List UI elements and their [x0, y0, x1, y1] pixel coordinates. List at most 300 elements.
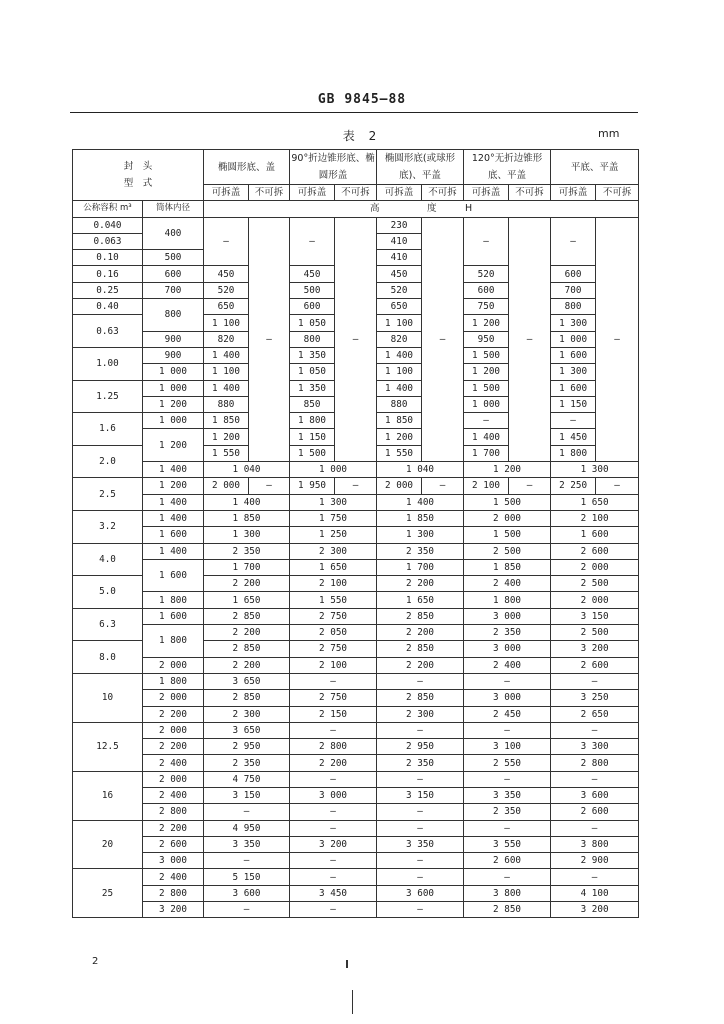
- group-header-2: 90°折边锥形底、椭圆形盖: [290, 150, 377, 185]
- height-cell: 1 300: [551, 315, 596, 331]
- nominal-volume-cell: 8.0: [73, 641, 143, 674]
- group-header-5: 平底、平盖: [551, 150, 639, 185]
- inner-diameter-cell: 900: [143, 331, 204, 347]
- header-rule: [70, 112, 638, 113]
- height-cell: 1 750: [290, 510, 377, 526]
- subheader-removable: 可拆盖: [204, 185, 249, 201]
- inner-diameter-cell: 1 400: [143, 543, 204, 559]
- table-row: [73, 657, 639, 673]
- height-cell: 2 000: [551, 559, 639, 575]
- height-cell: 2 200: [204, 657, 290, 673]
- height-cell: 2 000: [464, 510, 551, 526]
- height-cell: —: [290, 853, 377, 869]
- height-cell: 700: [551, 282, 596, 298]
- height-cell: 2 300: [290, 543, 377, 559]
- inner-diameter-cell: 3 000: [143, 853, 204, 869]
- subheader-removable: 可拆盖: [551, 185, 596, 201]
- subheader-removable: 可拆盖: [290, 185, 335, 201]
- nominal-volume-cell: 0.063: [73, 233, 143, 249]
- nominal-volume-cell: 0.63: [73, 315, 143, 348]
- height-cell: 1 040: [377, 462, 464, 478]
- height-cell: 500: [290, 282, 335, 298]
- nominal-volume-cell: 25: [73, 869, 143, 918]
- height-cell: 2 750: [290, 641, 377, 657]
- height-cell: 2 500: [551, 625, 639, 641]
- inner-diameter-cell: 2 000: [143, 690, 204, 706]
- height-cell: 1 100: [377, 315, 422, 331]
- height-cell: 2 800: [551, 755, 639, 771]
- inner-diameter-cell: 2 200: [143, 706, 204, 722]
- group-header-1: 椭圆形底、盖: [204, 150, 290, 185]
- height-cell: 2 850: [204, 641, 290, 657]
- table-row: [73, 494, 639, 510]
- height-cell: 2 350: [377, 543, 464, 559]
- table-row: [73, 592, 639, 608]
- height-cell: 5 150: [204, 869, 290, 885]
- height-cell: 1 700: [464, 445, 509, 461]
- table-row: [73, 673, 639, 689]
- height-cell: 3 200: [551, 902, 639, 918]
- height-cell-fixed: —: [509, 478, 551, 494]
- height-cell: 1 400: [377, 494, 464, 510]
- height-cell: 3 350: [204, 836, 290, 852]
- height-cell: 2 150: [290, 706, 377, 722]
- table-row: [73, 902, 639, 918]
- height-cell: 1 350: [290, 347, 335, 363]
- height-cell: 2 600: [551, 804, 639, 820]
- height-cell: 2 250: [551, 478, 596, 494]
- height-cell-fixed: —: [509, 217, 551, 461]
- inner-diameter-cell: 1 200: [143, 478, 204, 494]
- height-cell: 1 250: [290, 527, 377, 543]
- table-row: [73, 853, 639, 869]
- height-cell: 2 650: [551, 706, 639, 722]
- table-row: [73, 559, 639, 575]
- height-cell: 230: [377, 217, 422, 233]
- height-cell: 2 850: [377, 608, 464, 624]
- height-cell: 1 600: [551, 347, 596, 363]
- height-cell: 2 100: [290, 657, 377, 673]
- height-cell: 800: [551, 299, 596, 315]
- table-row: [73, 787, 639, 803]
- height-cell: 3 150: [551, 608, 639, 624]
- table-row: [73, 755, 639, 771]
- height-cell: 3 450: [290, 885, 377, 901]
- height-cell: 2 200: [377, 657, 464, 673]
- table-row: [73, 527, 639, 543]
- height-cell: —: [551, 217, 596, 266]
- height-cell: 1 200: [377, 429, 422, 445]
- height-cell: 2 450: [464, 706, 551, 722]
- height-cell: 2 300: [377, 706, 464, 722]
- height-cell: 3 650: [204, 673, 290, 689]
- height-cell: 3 200: [290, 836, 377, 852]
- height-cell: 2 950: [204, 739, 290, 755]
- group-header-4: 120°无折边锥形底、平盖: [464, 150, 551, 185]
- height-cell: 1 650: [290, 559, 377, 575]
- inner-diameter-cell: 700: [143, 282, 204, 298]
- height-cell: 2 900: [551, 853, 639, 869]
- height-cell: 1 000: [551, 331, 596, 347]
- height-cell: 1 550: [377, 445, 422, 461]
- height-cell: —: [551, 722, 639, 738]
- height-cell: 1 050: [290, 364, 335, 380]
- height-cell: 1 300: [551, 462, 639, 478]
- height-cell-fixed: —: [335, 478, 377, 494]
- height-cell: 650: [204, 299, 249, 315]
- height-cell: 3 000: [290, 787, 377, 803]
- height-cell: 3 000: [464, 608, 551, 624]
- height-cell: 1 800: [551, 445, 596, 461]
- height-cell: 520: [464, 266, 509, 282]
- height-cell: 3 250: [551, 690, 639, 706]
- height-cell: 2 500: [464, 543, 551, 559]
- height-cell-fixed: —: [249, 478, 290, 494]
- height-cell: —: [290, 722, 377, 738]
- inner-diameter-cell: 2 200: [143, 820, 204, 836]
- height-cell: —: [290, 902, 377, 918]
- height-cell: 450: [377, 266, 422, 282]
- height-cell: 2 850: [377, 690, 464, 706]
- height-cell: 3 800: [464, 885, 551, 901]
- inner-diameter-cell: 1 800: [143, 673, 204, 689]
- nominal-volume-cell: 0.10: [73, 250, 143, 266]
- height-cell: 1 200: [464, 462, 551, 478]
- height-cell: —: [551, 413, 596, 429]
- subheader-removable: 可拆盖: [464, 185, 509, 201]
- height-cell: 3 550: [464, 836, 551, 852]
- table-caption: 表 2: [342, 129, 382, 143]
- height-cell: 1 100: [204, 364, 249, 380]
- height-cell-fixed: —: [422, 478, 464, 494]
- height-cell: 4 100: [551, 885, 639, 901]
- inner-diameter-cell: 1 600: [143, 559, 204, 592]
- height-cell: —: [464, 673, 551, 689]
- table-row: [73, 722, 639, 738]
- height-cell: 1 650: [551, 494, 639, 510]
- height-cell: 2 550: [464, 755, 551, 771]
- inner-diameter-cell: 1 400: [143, 494, 204, 510]
- height-cell: 1 850: [464, 559, 551, 575]
- subheader-fixed: 不可拆: [335, 185, 377, 201]
- height-cell: 1 000: [464, 396, 509, 412]
- height-cell: —: [377, 902, 464, 918]
- height-cell: 1 000: [290, 462, 377, 478]
- height-cell: 2 000: [204, 478, 249, 494]
- height-cell: 2 200: [204, 625, 290, 641]
- height-cell: —: [464, 413, 509, 429]
- height-cell: 2 200: [204, 576, 290, 592]
- height-cell: 1 650: [204, 592, 290, 608]
- height-cell: 2 400: [464, 657, 551, 673]
- height-cell: 2 050: [290, 625, 377, 641]
- height-cell: 3 150: [377, 787, 464, 803]
- height-cell: —: [290, 771, 377, 787]
- height-cell: 1 550: [204, 445, 249, 461]
- height-cell: —: [551, 820, 639, 836]
- height-cell: —: [464, 722, 551, 738]
- height-cell: 880: [204, 396, 249, 412]
- height-cell: 2 850: [204, 608, 290, 624]
- page-number: 2: [92, 956, 99, 967]
- height-cell: 2 350: [204, 755, 290, 771]
- table-row: [73, 706, 639, 722]
- nominal-volume-cell: 16: [73, 771, 143, 820]
- height-cell: 2 200: [290, 755, 377, 771]
- height-cell: 1 400: [377, 347, 422, 363]
- table-row: [73, 608, 639, 624]
- height-cell: 3 600: [204, 885, 290, 901]
- inner-diameter-cell: 2 800: [143, 804, 204, 820]
- height-cell: 2 600: [551, 657, 639, 673]
- height-cell: —: [464, 217, 509, 266]
- inner-diameter-cell: 2 400: [143, 869, 204, 885]
- height-cell: —: [377, 771, 464, 787]
- height-cell: 1 100: [377, 364, 422, 380]
- table-row: [73, 820, 639, 836]
- height-cell: 2 100: [551, 510, 639, 526]
- height-cell: 1 700: [204, 559, 290, 575]
- height-cell: 1 500: [464, 380, 509, 396]
- inner-diameter-cell: 400: [143, 217, 204, 250]
- height-cell: 2 350: [464, 804, 551, 820]
- height-cell: 1 300: [551, 364, 596, 380]
- height-cell: —: [290, 820, 377, 836]
- height-cell: 450: [204, 266, 249, 282]
- height-cell: 2 350: [377, 755, 464, 771]
- height-cell: 1 450: [551, 429, 596, 445]
- height-cell: 2 600: [551, 543, 639, 559]
- table-row: [73, 804, 639, 820]
- inner-diameter-cell: 2 400: [143, 787, 204, 803]
- height-cell: 800: [290, 331, 335, 347]
- height-cell: 1 500: [464, 527, 551, 543]
- height-cell: 2 800: [290, 739, 377, 755]
- height-cell: —: [464, 771, 551, 787]
- height-cell: —: [377, 804, 464, 820]
- table-row: [73, 217, 639, 233]
- height-cell: 3 150: [204, 787, 290, 803]
- height-cell: 2 200: [377, 576, 464, 592]
- dimension-table: [72, 149, 639, 918]
- height-cell: 2 000: [377, 478, 422, 494]
- height-cell: 600: [464, 282, 509, 298]
- height-cell: 2 350: [204, 543, 290, 559]
- height-cell: 1 100: [204, 315, 249, 331]
- table-row: [73, 478, 639, 494]
- group-header-3: 椭圆形底(或球形底)、平盖: [377, 150, 464, 185]
- height-cell: 1 400: [204, 347, 249, 363]
- height-cell: 4 750: [204, 771, 290, 787]
- nominal-volume-cell: 0.16: [73, 266, 143, 282]
- height-cell: 1 850: [204, 510, 290, 526]
- height-cell: 1 050: [290, 315, 335, 331]
- subheader-removable: 可拆盖: [377, 185, 422, 201]
- subheader-fixed: 不可拆: [249, 185, 290, 201]
- nominal-volume-cell: 1.00: [73, 347, 143, 380]
- height-cell: 1 500: [464, 494, 551, 510]
- height-cell: 950: [464, 331, 509, 347]
- inner-diameter-cell: 1 000: [143, 380, 204, 396]
- scan-mark: [352, 990, 353, 1014]
- table-row: [73, 869, 639, 885]
- inner-diameter-cell: 2 400: [143, 755, 204, 771]
- inner-diameter-cell: 2 000: [143, 657, 204, 673]
- height-cell: 600: [551, 266, 596, 282]
- height-cell: 3 000: [464, 641, 551, 657]
- inner-diameter-cell: 3 200: [143, 902, 204, 918]
- head-type-header: 封 头 型 式: [73, 150, 204, 201]
- inner-diameter-cell: 1 800: [143, 592, 204, 608]
- height-cell: 1 850: [377, 413, 422, 429]
- height-cell: 1 300: [204, 527, 290, 543]
- height-cell: —: [377, 820, 464, 836]
- height-cell-fixed: —: [596, 478, 639, 494]
- height-cell: 1 650: [377, 592, 464, 608]
- height-cell: 1 600: [551, 380, 596, 396]
- height-cell: —: [290, 804, 377, 820]
- height-cell: 3 800: [551, 836, 639, 852]
- height-cell: 2 750: [290, 690, 377, 706]
- height-cell: 2 100: [464, 478, 509, 494]
- nominal-volume-cell: 5.0: [73, 576, 143, 609]
- standard-number: GB 9845—88: [317, 92, 407, 107]
- height-cell: 3 650: [204, 722, 290, 738]
- nominal-volume-cell: 12.5: [73, 722, 143, 771]
- table-row: [73, 739, 639, 755]
- height-cell: 2 950: [377, 739, 464, 755]
- height-cell: 820: [377, 331, 422, 347]
- height-cell: 1 550: [290, 592, 377, 608]
- height-cell: 1 400: [204, 380, 249, 396]
- inner-diameter-cell: 1 000: [143, 364, 204, 380]
- nominal-volume-cell: 6.3: [73, 608, 143, 641]
- nominal-volume-cell: 0.25: [73, 282, 143, 298]
- height-cell: —: [204, 217, 249, 266]
- height-cell: 3 350: [377, 836, 464, 852]
- inner-diameter-cell: 2 800: [143, 885, 204, 901]
- height-cell: 1 200: [204, 429, 249, 445]
- height-cell: 410: [377, 233, 422, 249]
- subheader-fixed: 不可拆: [509, 185, 551, 201]
- height-cell: 3 600: [377, 885, 464, 901]
- height-header: 高 度 H: [204, 201, 639, 217]
- nominal-volume-cell: 0.040: [73, 217, 143, 233]
- height-cell: 650: [377, 299, 422, 315]
- height-cell: —: [464, 820, 551, 836]
- inner-diameter-cell: 2 200: [143, 739, 204, 755]
- table-row: [73, 836, 639, 852]
- height-cell: —: [204, 853, 290, 869]
- height-cell: 1 400: [464, 429, 509, 445]
- height-cell: —: [377, 869, 464, 885]
- height-cell: 3 350: [464, 787, 551, 803]
- height-cell-fixed: —: [596, 217, 639, 461]
- subheader-fixed: 不可拆: [422, 185, 464, 201]
- height-cell: 1 300: [377, 527, 464, 543]
- height-cell: 1 800: [464, 592, 551, 608]
- inner-diameter-cell: 1 200: [143, 396, 204, 412]
- height-cell: —: [204, 902, 290, 918]
- height-cell: 4 950: [204, 820, 290, 836]
- height-cell: 2 200: [377, 625, 464, 641]
- height-cell: 450: [290, 266, 335, 282]
- height-cell: 1 200: [464, 364, 509, 380]
- nominal-volume-cell: 1.25: [73, 380, 143, 413]
- nominal-volume-cell: 2.0: [73, 445, 143, 478]
- scan-mark: [346, 960, 348, 968]
- height-cell: 2 400: [464, 576, 551, 592]
- height-cell: —: [290, 217, 335, 266]
- height-cell: 1 600: [551, 527, 639, 543]
- height-cell-fixed: —: [422, 217, 464, 461]
- inner-diameter-cell: 900: [143, 347, 204, 363]
- height-cell: —: [377, 722, 464, 738]
- height-cell: —: [204, 804, 290, 820]
- unit-label: mm: [598, 127, 620, 140]
- inner-diameter-cell: 1 400: [143, 462, 204, 478]
- table-row: [73, 690, 639, 706]
- inner-diameter-cell: 600: [143, 266, 204, 282]
- height-cell: 2 500: [551, 576, 639, 592]
- height-cell: 850: [290, 396, 335, 412]
- height-cell: —: [551, 771, 639, 787]
- inner-diameter-cell: 2 600: [143, 836, 204, 852]
- height-cell: 2 300: [204, 706, 290, 722]
- height-cell: 2 750: [290, 608, 377, 624]
- height-cell: 1 800: [290, 413, 335, 429]
- height-cell: 1 300: [290, 494, 377, 510]
- inner-diameter-cell: 800: [143, 299, 204, 332]
- height-cell: 600: [290, 299, 335, 315]
- height-cell: 3 600: [551, 787, 639, 803]
- height-cell: 1 200: [464, 315, 509, 331]
- inner-diameter-header: 筒体内径: [143, 201, 204, 217]
- height-cell: 520: [204, 282, 249, 298]
- height-cell: 1 850: [377, 510, 464, 526]
- height-cell: —: [551, 673, 639, 689]
- height-cell: 3 000: [464, 690, 551, 706]
- height-cell: 1 150: [290, 429, 335, 445]
- inner-diameter-cell: 2 000: [143, 771, 204, 787]
- height-cell: —: [377, 673, 464, 689]
- height-cell: 1 150: [551, 396, 596, 412]
- nominal-volume-cell: 0.40: [73, 299, 143, 315]
- height-cell: 880: [377, 396, 422, 412]
- height-cell: 2 100: [290, 576, 377, 592]
- nominal-volume-cell: 20: [73, 820, 143, 869]
- height-cell: 1 850: [204, 413, 249, 429]
- table-row: [73, 625, 639, 641]
- height-cell: —: [290, 673, 377, 689]
- inner-diameter-cell: 1 400: [143, 510, 204, 526]
- height-cell: 1 040: [204, 462, 290, 478]
- nominal-volume-cell: 4.0: [73, 543, 143, 576]
- height-cell: 2 850: [377, 641, 464, 657]
- height-cell: 3 300: [551, 739, 639, 755]
- height-cell: 2 850: [204, 690, 290, 706]
- height-cell: 1 400: [377, 380, 422, 396]
- height-cell: 1 950: [290, 478, 335, 494]
- height-cell: 1 700: [377, 559, 464, 575]
- height-cell: 410: [377, 250, 422, 266]
- table-row: [73, 510, 639, 526]
- height-cell: 3 100: [464, 739, 551, 755]
- height-cell: 1 500: [464, 347, 509, 363]
- height-cell: 2 600: [464, 853, 551, 869]
- height-cell: —: [464, 869, 551, 885]
- height-cell: 2 850: [464, 902, 551, 918]
